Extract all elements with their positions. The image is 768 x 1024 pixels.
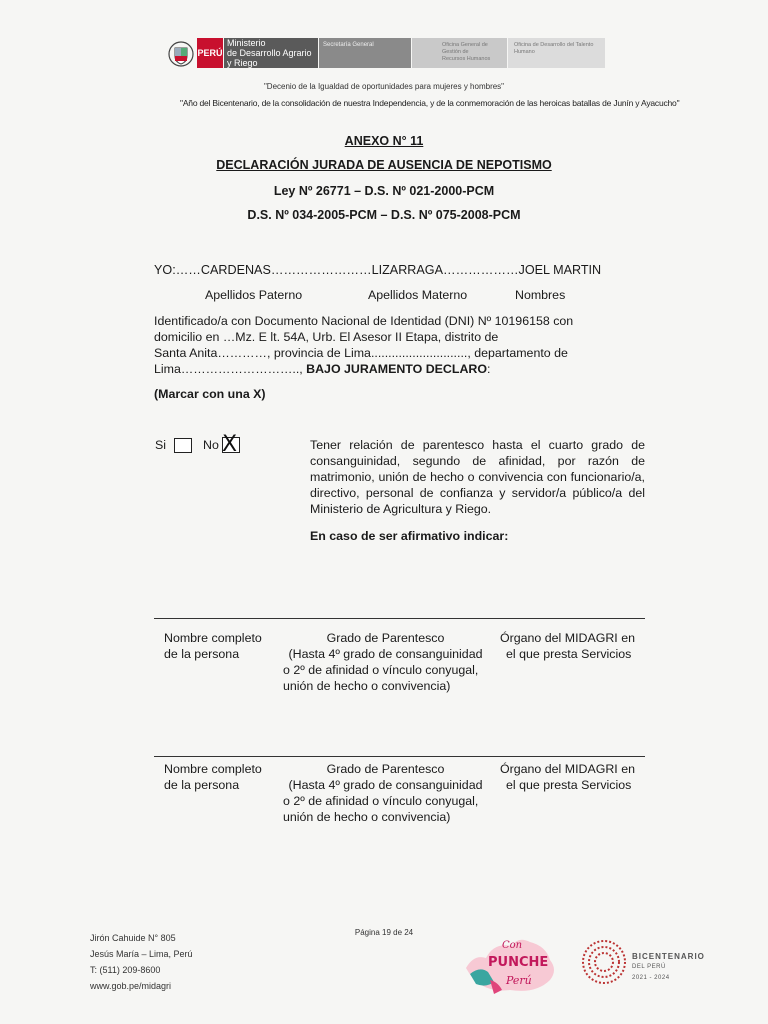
peru-logo: PERÚ [197,38,223,68]
nombre-completo-header: Nombre completo de la persona [164,631,262,661]
oficina-general-label: Oficina General de Gestión de Recursos Humanos [412,38,507,68]
ministerio-line: Ministerio [227,38,266,48]
parentesco-statement: Tener relación de parentesco hasta el cuarto grado de consanguinidad, segundo de afinidad, por razón de matrimonio, unión de hecho o convivencia con funcionario/a, directivo, personal de confianza y servidor/a público/a del Ministerio de Agricultura y Riego. [310,438,645,516]
si-label: Si [155,438,167,452]
apellido-paterno-label: Apellidos Paterno [205,288,303,302]
bicentenario-logo-text: BICENTENARIO DEL PERÚ 2021 - 2024 [632,952,705,981]
apellido-materno-label: Apellidos Materno [368,288,468,302]
identificacion-line: Identificado/a con Documento Nacional de Identidad (DNI) Nº 10196158 con [154,314,574,328]
punche-con-text: Con [502,940,523,951]
page-number: Página 19 de 24 [354,928,414,937]
declaracion-title: DECLARACIÓN JURADA DE AUSENCIA DE NEPOTISMO [216,158,552,172]
ministerio-logo [224,38,318,68]
si-checkbox[interactable] [174,438,192,453]
no-label: No [203,438,219,452]
oficina-desarrollo-label: Oficina de Desarrollo del Talento Humano [508,38,605,68]
signature-line [154,618,645,619]
identificacion-line: Lima……………………….., BAJO JURAMENTO DECLARO: [154,362,491,376]
punche-text: PUNCHE [488,955,549,970]
decenio-slogan: "Decenio de la Igualdad de oportunidades para mujeres y hombres" [263,82,505,91]
ley-subtitle: Ley Nº 26771 – D.S. Nº 021-2000-PCM [273,184,495,198]
ds-subtitle: D.S. Nº 034-2005-PCM – D.S. Nº 075-2008-PCM [247,208,521,222]
identificacion-line: domicilio en …Mz. E lt. 54A, Urb. El Asesor II Etapa, distrito de [154,330,499,344]
no-mark: X [222,432,238,457]
footer-address: Jirón Cahuide N° 805 Jesús María – Lima, Perú T: (511) 209-8600 www.gob.pe/midagri [90,930,193,994]
organo-midagri-header: Órgano del MIDAGRI en el que presta Servicios [500,762,635,792]
website-link[interactable]: www.gob.pe/midagri [90,981,172,991]
identificacion-paragraph [154,313,644,377]
no-checkbox[interactable] [222,432,240,457]
grado-parentesco-header: Grado de Parentesco (Hasta 4º grado de consanguinidad o 2º de afinidad o vínculo conyugal, unión de hecho o convivencia) [283,631,483,693]
nombre-completo-header: Nombre completo de la persona [164,762,262,792]
punche-peru-text: Perú [506,974,532,987]
ministerio-line: de Desarrollo Agrario [227,48,312,58]
con-punche-peru-logo [462,928,560,996]
secretaria-label: Secretaría General [319,38,411,68]
ministerio-line: y Riego [227,58,258,68]
caso-afirmativo-label: En caso de ser afirmativo indicar: [310,529,509,543]
coat-of-arms-icon [168,40,194,68]
declarant-name-line: YO:……CARDENAS……………………LIZARRAGA………………JOEL MARTIN [154,263,602,277]
grado-parentesco-header: Grado de Parentesco (Hasta 4º grado de consanguinidad o 2º de afinidad o vínculo conyugal, unión de hecho o convivencia) [283,762,483,824]
anexo-title: ANEXO N° 11 [344,134,424,148]
identificacion-line: Santa Anita…………, provincia de Lima............................, departamento de [154,346,568,360]
bicentenario-emblem-icon [580,938,628,986]
nombres-label: Nombres [515,288,566,302]
signature-line [154,756,645,757]
organo-midagri-header: Órgano del MIDAGRI en el que presta Servicios [500,631,635,661]
bicentenario-slogan: "Año del Bicentenario, de la consolidación de nuestra Independencia, y de la conmemoración de las heroicas batallas de Junín y Ayacucho" [180,98,680,108]
marcar-instruction: (Marcar con una X) [154,387,266,401]
